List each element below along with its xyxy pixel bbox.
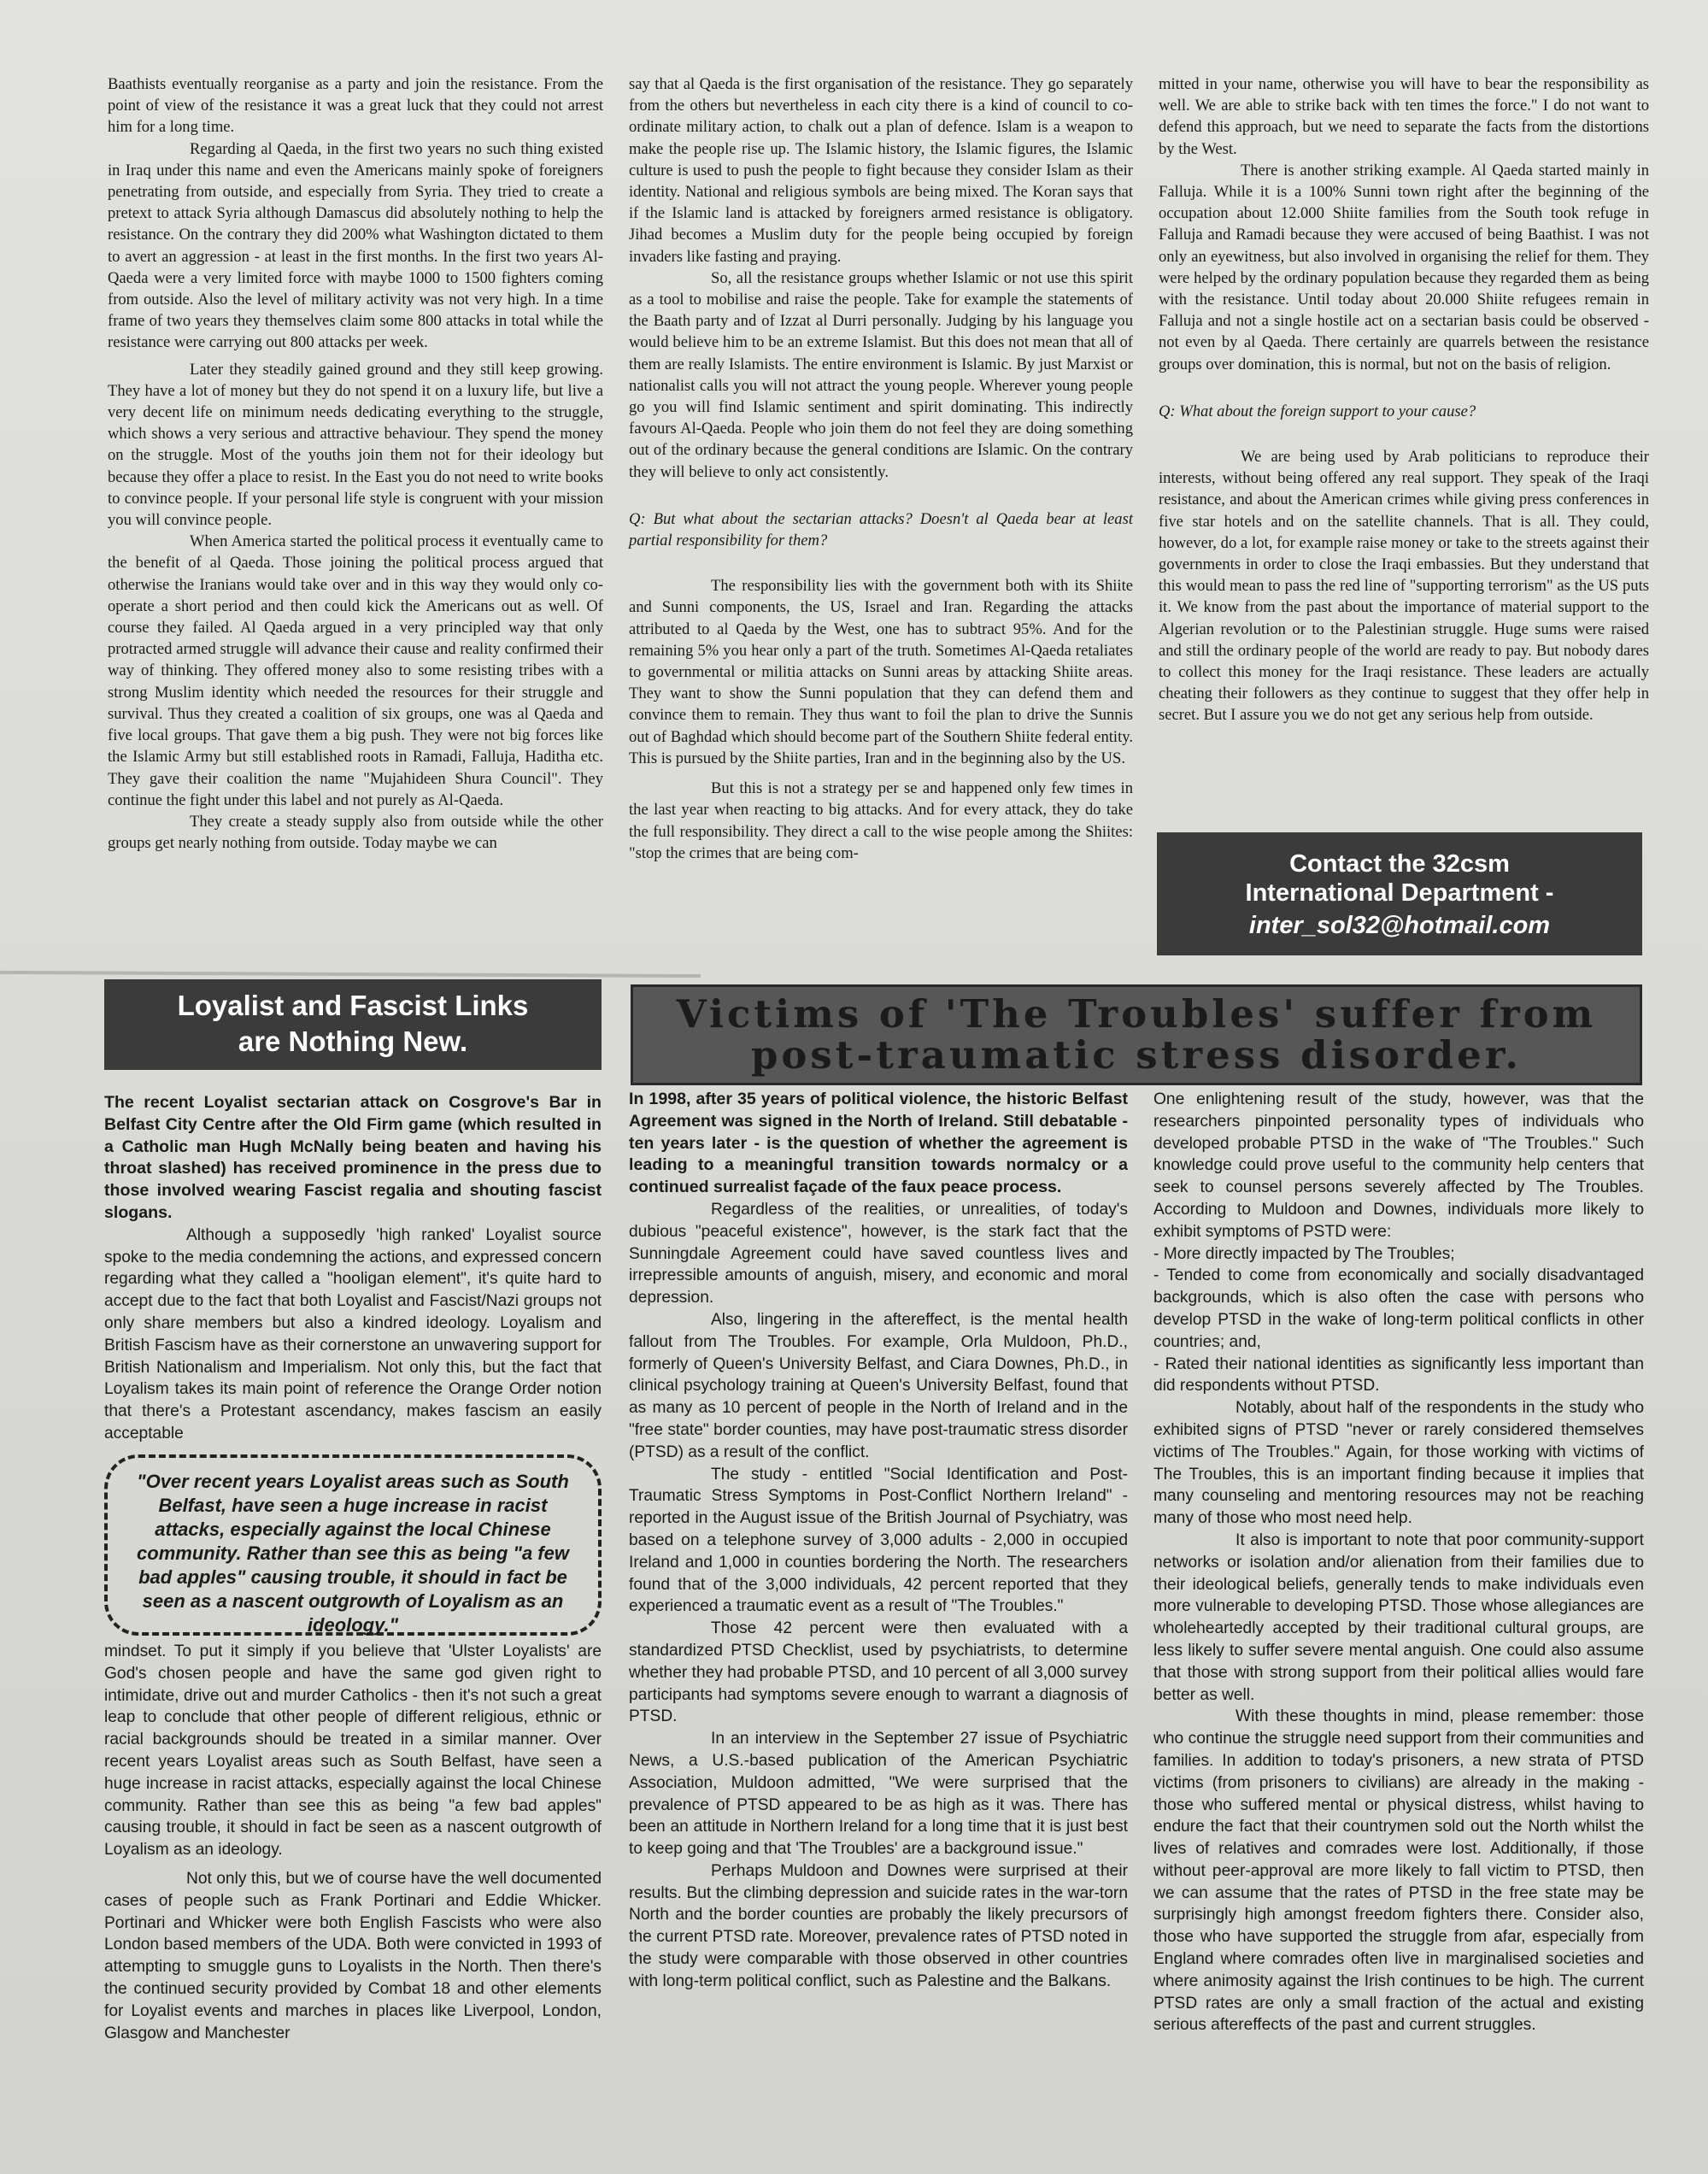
interview-column-3 <box>1159 73 1649 726</box>
interview-paragraph: Later they steadily gained ground and they still keep growing. They have a lot of money but they do not spend it on a luxury life, but live a very decent life on minimum needs dedicating everything to the struggle, which shows a very serious and attractive behaviour. They spend the money on the struggle. Most of the youths join them not for their ideology but because they offer a place to resist. In the East you do not need to write books to convince people. If your personal life style is congruent with your mission you will convince people. <box>108 360 603 530</box>
loyalist-paragraph: mindset. To put it simply if you believe that 'Ulster Loyalists' are God's chosen people and have the same god given right to intimidate, drive out and murder Catholics - then it's not such a great leap to conclude that other people of different religious, ethnic or racial backgrounds should be treated in a similar manner. Over recent years Loyalist areas such as South Belfast, have seen a huge increase in racist attacks, especially against the local Chinese community. Rather than see this as being "a few bad apples" causing trouble, it should in fact be seen as a nascent outgrowth of Loyalism as an ideology. <box>104 1642 602 1860</box>
troubles-paragraph: With these thoughts in mind, please remember: those who continue the struggle need support from their communities and families. In addition to today's prisoners, a new strata of PTSD victims (from prisoners to civilians) are already in the making - those who suffered mental or physical distress, whilst having to endure the fact that their countrymen sold out the North whilst the lives of relatives and comrades were lost. Additionally, if those without peer-approval are more likely to fall victim to PTSD, then we can assume that the rates of PTSD in the free state may be surprisingly high amongst freedom fighters there. Consider also, those who have supported the struggle from afar, especially from England where comrades often live in marginalised societies and where animosity against the Irish continues to be high. The current PTSD rates are only a small fraction of the actual and existing serious aftereffects of the past and current struggles. <box>1153 1707 1644 2035</box>
troubles-headline-line-1: Victims of 'The Troubles' suffer from <box>676 991 1597 1037</box>
troubles-paragraph: In an interview in the September 27 issue of Psychiatric News, a U.S.-based publication of the American Psychiatric Association, Muldoon admitted, "We were surprised that the prevalence of PTSD appeared to be as high as it was. There has been an attitude in Northern Ireland for a long time that it is just best to keep going and that 'The Troubles' are a background issue." <box>629 1730 1128 1859</box>
troubles-paragraph: Regardless of the realities, or unrealities, of today's dubious "peaceful existence", however, is the stark fact that the Sunningdale Agreement could have saved countless lives and irrepressible amounts of anguish, misery, and economic and moral depression. <box>629 1200 1128 1307</box>
interview-paragraph: Regarding al Qaeda, in the first two years no such thing existed in Iraq under this name and even the Americans mainly spoke of foreigners penetrating from outside, and especially from Syria. They tried to create a pretext to attack Syria although Damascus did absolutely nothing to help the resistance. On the contrary they did 200% what Washington dictated to them to avert an aggression - at least in the first months. In the first two years Al-Qaeda were a very limited force with maybe 1000 to 1500 fighters coming from outside. Also the level of military activity was not very high. In a time frame of two years they themselves claim some 800 attacks in total while the resistance were carrying out 800 attacks per week. <box>108 139 603 352</box>
loyalist-article-top <box>104 1092 602 1445</box>
loyalist-headline-box <box>104 979 602 1070</box>
troubles-paragraph: Perhaps Muldoon and Downes were surprised at their results. But the climbing depression and suicide rates in the war-torn North and the border counties are probably the likely precursors of the current PTSD rate. Moreover, prevalence rates of PTSD noted in the study were comparable with those observed in other countries with long-term political conflict, such as Palestine and the Balkans. <box>629 1861 1128 1990</box>
interview-paragraph: The responsibility lies with the government both with its Shiite and Sunni components, the US, Israel and Iran. Regarding the attacks attributed to al Qaeda by the West, one has to subtract 95%. And for the remaining 5% you hear only a part of the truth. Sometimes Al-Qaeda retaliates to governmental or militia attacks on Sunni areas by attacking Shiite areas. They want to show the Sunni population that they can defend them and convince them to remain. They thus want to foil the plan to drive the Sunnis out of Baghdad which should become part of the Southern Shiite federal entity. This is pursued by the Shiite parties, Iran and in the beginning also by the US. <box>629 577 1133 767</box>
fold-crease <box>0 971 701 978</box>
troubles-paragraph: Those 42 percent were then evaluated with a standardized PTSD Checklist, used by psychiatrists, to determine whether they had probable PTSD, and 10 percent of all 3,000 survey participants had symptoms severe enough to warrant a diagnosis of PTSD. <box>629 1619 1128 1726</box>
interview-paragraph: When America started the political process it eventually came to the benefit of al Qaeda. Those joining the political process argued that otherwise the Iranians would take over and in this way they would only co-operate a short period and then could kick the Americans out as well. Of course they failed. Al Qaeda argued in a very principled way that only protracted armed struggle will advance their cause and reality confirmed their way of thinking. They offered money also to some resisting tribes with a strong Muslim identity which needed the resources for their struggle and survival. Thus they created a coalition of six groups, one was al Qaeda and five local groups. That gave them a big push. They were not big forces like the Islamic Army but still established roots in Ramadi, Falluja, Haditha etc. They gave their coalition the name "Mujahideen Shura Council". They continue the fight under this label and not purely as Al-Qaeda. <box>108 532 603 809</box>
loyalist-headline-line-2: are Nothing New. <box>238 1025 468 1057</box>
troubles-paragraph: Notably, about half of the respondents in the study who exhibited signs of PTSD "never or rarely considered themselves victims of The Troubles." Again, for those working with victims of The Troubles, this is an important finding because it implies that many counseling and mentoring resources may not be reaching many of those who most need help. <box>1153 1399 1644 1528</box>
troubles-headline-line-2: post-traumatic stress disorder. <box>750 1032 1523 1078</box>
loyalist-headline-line-1: Loyalist and Fascist Links <box>177 990 529 1021</box>
interview-paragraph: say that al Qaeda is the first organisation of the resistance. They go separately from the others but nevertheless in each city there is a kind of council to co-ordinate military action, to chalk out a plan of defence. Islam is a weapon to make the people rise up. The Islamic history, the Islamic figures, the Islamic culture is used to push the people to fight because they consider Islam as their identity. National and religious symbols are being mixed. The Koran says that if the Islamic land is attacked by foreigners armed resistance is obligatory. Jihad becomes a Muslim duty for the people being occupied by foreign invaders like fasting and praying. <box>629 75 1133 266</box>
loyalist-lead: The recent Loyalist sectarian attack on Cosgrove's Bar in Belfast City Centre after the Old Firm game (which resulted in a Catholic man Hugh McNally being beaten and having his throat slashed) has received prominence in the press due to those involved wearing Fascist regalia and shouting fascist slogans. <box>104 1093 602 1222</box>
interview-paragraph: So, all the resistance groups whether Islamic or not use this spirit as a tool to mobilise and raise the people. Take for example the statements of the Baath party and of Izzat al Durri personally. Judging by his language you would believe him to be an extreme Islamist. But this does not mean that all of them are really Islamists. The entire environment is Islamic. By just Marxist or nationalist calls you will not attract the young people. Wherever young people go you will find Islamic sentiment and spirit dominating. This indirectly favours Al-Qaeda. People who join them do not feel they are doing something out of the ordinary because the general conditions are Islamic. On the contrary they will believe to only act consistently. <box>629 268 1133 481</box>
troubles-lead: In 1998, after 35 years of political violence, the historic Belfast Agreement was signed in the North of Ireland. Still debatable - ten years later - is the question of whether the agreement is leading to a meaningful transition towards normalcy or a continued surrealist façade of the faux peace process. <box>629 1090 1128 1197</box>
loyalist-article-bottom <box>104 1641 602 2044</box>
troubles-headline-box <box>631 984 1642 1085</box>
troubles-paragraph: It also is important to note that poor community-support networks or isolation and/or alienation from their families due to their ideological beliefs, generally tends to make individuals even more vulnerable to developing PTSD. Those whose allegiances are wholeheartedly accepted by their traditional cultural groups, are less likely to suffer severe mental anguish. One could also assume that those with strong support from their political allies would fare better as well. <box>1153 1531 1644 1704</box>
loyalist-paragraph: Although a supposedly 'high ranked' Loyalist source spoke to the media condemning the actions, and expressed concern regarding what they called a "hooligan element", it's quite hard to accept due to the fact that both Loyalist and Fascist/Nazi groups not only share members but also a kindred ideology. Loyalism and British Fascism have as their cornerstone an unwavering support for British Nationalism and Imperialism. Not only this, but the fact that Loyalism takes its main point of reference the Orange Order notion that there's a Protestant ascendancy, makes fascism an easily acceptable <box>104 1225 602 1442</box>
contact-line-1: Contact the 32csm <box>1289 850 1510 878</box>
troubles-column-1 <box>629 1089 1128 1993</box>
interview-paragraph: They create a steady supply also from outside while the other groups get nearly nothing from outside. Today maybe we can <box>108 812 603 853</box>
interview-paragraph: There is another striking example. Al Qaeda started mainly in Falluja. While it is a 100% Sunni town right after the beginning of the occupation about 12.000 Shiite families from the South took refuge in Falluja and Ramadi because they were accused of being Baathist. I was not only an eyewitness, but also involved in organising the relief for them. They were helped by the ordinary population because they regarded them as being with the resistance. Until today about 20.000 Shiite refugees remain in Falluja and not a single hostile act on a sectarian basis could be observed - not even by al Qaeda. There certainly are quarrels between the resistance groups over domination, this is normal, but not on the basis of religion. <box>1159 161 1649 373</box>
loyalist-pull-quote <box>104 1454 602 1636</box>
troubles-column-2 <box>1153 1089 1644 2036</box>
interview-paragraph: We are being used by Arab politicians to reproduce their interests, without being offered any real support. They speak of the Iraqi resistance, and about the American crimes while giving press conferences in five star hotels and on the satellite channels. That is all. They could, however, do a lot, for example raise money or take to the streets against their governments in order to close the Iraqi embassies. But they understand that this would mean to pass the red line of "supporting terrorism" as the US puts it. We know from the past about the importance of material support to the Algerian revolution or to the Palestinian struggle. Huge sums were raised and still the ordinary people of the world are ready to pay. But nobody dares to collect this money for the Iraqi resistance. These leaders are actually cheating their followers as they continue to suggest that they offer help in secret. But I assure you we do not get any serious help from outside. <box>1159 448 1649 725</box>
troubles-list-item: - More directly impacted by The Troubles; <box>1153 1244 1455 1263</box>
troubles-paragraph: One enlightening result of the study, however, was that the researchers pinpointed personality types of individuals who developed probable PTSD in the wake of "The Troubles." Such knowledge could prove useful to the community help centers that seek to counsel persons severely affected by The Troubles. According to Muldoon and Downes, individuals more likely to exhibit symptoms of PSTD were: <box>1153 1090 1644 1241</box>
contact-line-2: International Department - <box>1245 879 1554 907</box>
troubles-paragraph: The study - entitled "Social Identification and Post-Traumatic Stress Symptoms in Post-Conflict Northern Ireland" - reported in the August issue of the British Journal of Psychiatry, was based on a telephone survey of 3,000 adults - 2,000 in occupied Ireland and 1,000 in counties bordering the North. The researchers found that of the 3,000 individuals, 42 percent reported that they experienced a traumatic event as a result of "The Troubles." <box>629 1465 1128 1616</box>
troubles-list-item: - Rated their national identities as significantly less important than did respondents without PTSD. <box>1153 1354 1644 1395</box>
interview-paragraph: Baathists eventually reorganise as a party and join the resistance. From the point of view of the resistance it was a great luck that they could not arrest him for a long time. <box>108 75 603 137</box>
contact-box <box>1157 832 1642 955</box>
interview-column-2 <box>629 73 1133 864</box>
contact-email[interactable]: inter_sol32@hotmail.com <box>1248 912 1551 939</box>
troubles-list-item: - Tended to come from economically and socially disadvantaged backgrounds, which is also often the case with persons who develop PTSD in the wake of long-term political conflicts in other countries; and, <box>1153 1266 1644 1351</box>
interview-question: Q: What about the foreign support to your cause? <box>1159 402 1476 420</box>
interview-column-1 <box>108 73 603 854</box>
interview-paragraph: mitted in your name, otherwise you will have to bear the responsibility as well. We are able to strike back with ten times the force." I do not want to defend this approach, but we need to separate the facts from the distortions by the West. <box>1159 75 1649 158</box>
loyalist-paragraph: Not only this, but we of course have the well documented cases of people such as Frank Portinari and Eddie Whicker. Portinari and Whicker were both English Fascists who were also London based members of the UDA. Both were convicted in 1993 of attempting to smuggle guns to Loyalists in the North. Then there's the continued security provided by Combat 18 and other elements for Loyalist events and marches in places like Liverpool, London, Glasgow and Manchester <box>104 1869 602 2042</box>
troubles-paragraph: Also, lingering in the aftereffect, is the mental health fallout from The Troubles. For example, Orla Muldoon, Ph.D., formerly of Queen's University Belfast, and Ciara Downes, Ph.D., in clinical psychology training at Queen's University Belfast, found that as many as 10 percent of people in the North of Ireland and in the "free state" border counties, may have post-traumatic stress disorder (PTSD) as a result of the conflict. <box>629 1310 1128 1461</box>
interview-question: Q: But what about the sectarian attacks? Doesn't al Qaeda bear at least partial responsibility for them? <box>629 509 1133 550</box>
pull-quote-text: "Over recent years Loyalist areas such as South Belfast, have seen a huge increase in racist attacks, especially against the local Chinese community. Rather than see this as being "a few bad apples" causing trouble, it should in fact be seen as a nascent outgrowth of Loyalism as an ideology." <box>137 1471 569 1636</box>
interview-paragraph: But this is not a strategy per se and happened only few times in the last year when reacting to big attacks. And for every attack, they do take the full responsibility. They direct a call to the wise people among the Shiites: "stop the crimes that are being com- <box>629 779 1133 862</box>
